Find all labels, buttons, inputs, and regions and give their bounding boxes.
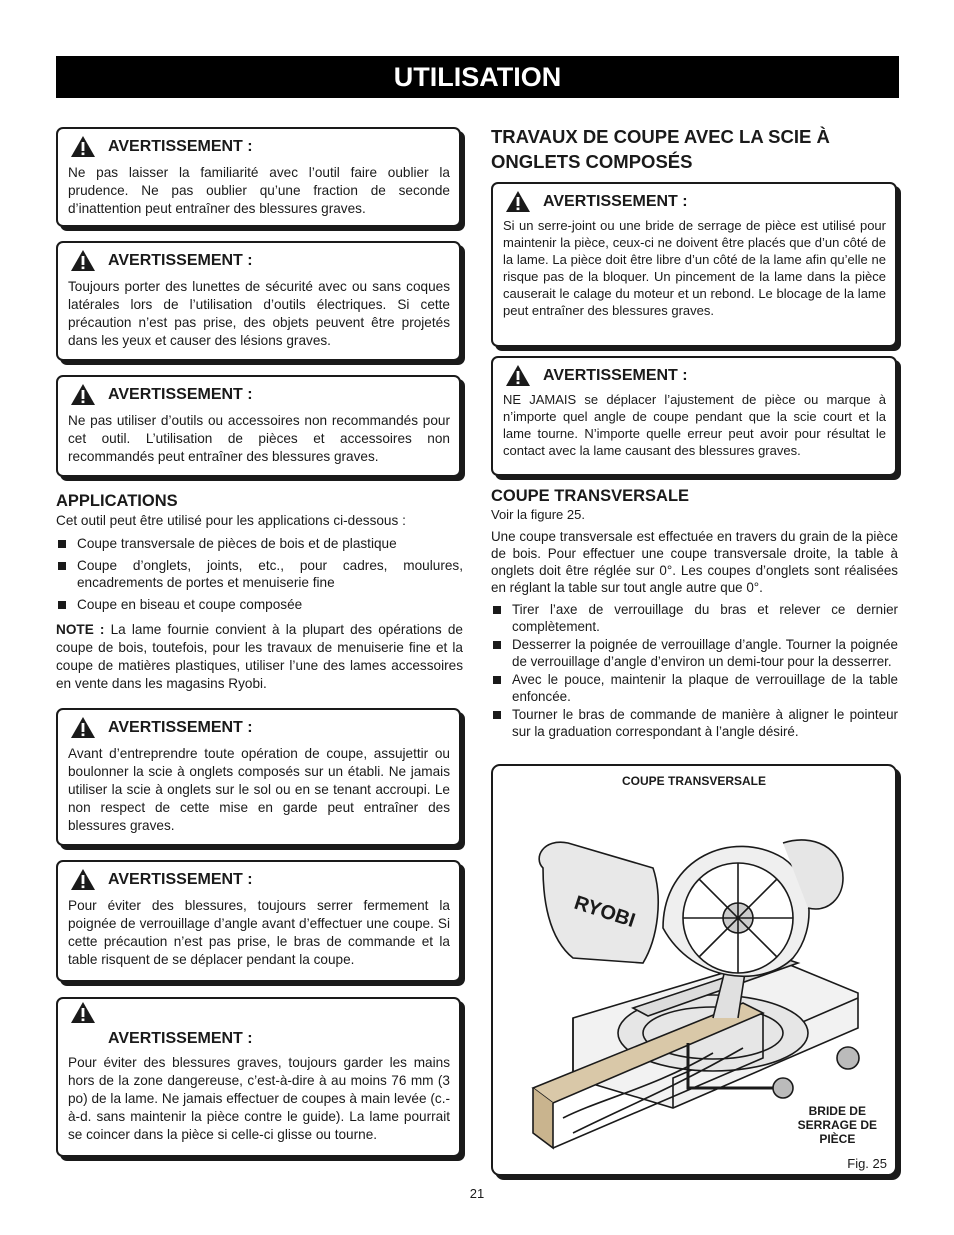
warning-text: Si un serre-joint ou une bride de serrage de pièce est utilisé pour maintenir la pièce, ceux-ci ne doivent être placés que d’un côté de la lame. La pièce doit être libre d’un côté de la lame afin qu’elle ne risque pas de la bloquer. Un pincement de la lame dans la pièce causerait le calage du moteur et un rebond. Le blocage de la lame peut entraîner des blessures graves. [503, 218, 886, 318]
brand-logo: RYOBI [571, 891, 638, 933]
crosscut-steps [491, 601, 898, 745]
warning-title: AVERTISSEMENT : [108, 1030, 253, 1047]
warning-text: Avant d’entreprendre toute opération de coupe, assujettir ou boulonner la scie à onglets composés sur un établi. Ne jamais utiliser la scie à onglets sur le sol ou en se tenant accroupi. Le non respect de cette mise en garde peut entraîner des blessures graves. [68, 746, 450, 833]
page-number: 21 [469, 1186, 485, 1201]
miter-saw-illustration [513, 788, 883, 1158]
warning-text: Ne pas utiliser d’outils ou accessoires non recommandés pour cet outil. L’utilisation de pièces et accessoires non recommandés peut entraîner des blessures graves. [68, 413, 450, 464]
warning-triangle-icon [70, 383, 96, 406]
note-text: La lame fournie convient à la plupart des opérations de coupe de bois, toutefois, pour les travaux de menuiserie fine et la coupe de matières plastiques, utiliser l’une des lames accessoires en vente dans les magasins Ryobi. [56, 622, 463, 691]
warning-triangle-icon [70, 716, 96, 739]
warning-box-hands [56, 997, 461, 1157]
warning-title: AVERTISSEMENT : [108, 137, 253, 155]
warning-title: AVERTISSEMENT : [108, 385, 253, 403]
figure-25-box [491, 764, 897, 1176]
warning-box-familiarity [56, 127, 461, 227]
applications-heading: APPLICATIONS [56, 492, 178, 510]
warning-text: Ne pas laisser la familiarité avec l’outil faire oublier la prudence. Ne pas oublier qu’une fraction de seconde d’inattention peut entraîner des blessures graves. [68, 165, 450, 216]
crosscut-heading: COUPE TRANSVERSALE [491, 487, 690, 505]
list-item: Coupe en biseau et coupe composée [56, 596, 463, 613]
warning-text: NE JAMAIS se déplacer l’ajustement de pièce ou marque à n’importe quel angle de coupe pendant que la scie court et la lame tourne. N’importe quelle erreur peut avoir pour résultat le contact avec la lame causant des blessures graves. [503, 392, 886, 458]
warning-triangle-icon [505, 190, 531, 213]
list-item: Tourner le bras de commande de manière à aligner le pointeur sur la graduation correspondant à l’angle désiré. [491, 706, 898, 740]
warning-text: Toujours porter des lunettes de sécurité avec ou sans coques latérales lors de l’utilisation d’outils électriques. Si cette précaution n’est pas prise, des objets peuvent être projetés dans les yeux et causer des lésions graves. [68, 279, 450, 348]
warning-title: AVERTISSEMENT : [108, 718, 253, 736]
list-item: Coupe d’onglets, joints, etc., pour cadres, moulures, encadrements de portes et menuiserie fine [56, 557, 463, 591]
warning-triangle-icon [70, 868, 96, 891]
warning-title: AVERTISSEMENT : [543, 366, 688, 384]
warning-title: AVERTISSEMENT : [108, 870, 253, 888]
warning-title: AVERTISSEMENT : [543, 192, 688, 210]
section-title: TRAVAUX DE COUPE AVEC LA SCIE À ONGLETS COMPOSÉS [491, 126, 830, 172]
warning-triangle-icon [70, 135, 96, 158]
list-item: Avec le pouce, maintenir la plaque de verrouillage de la table enfoncée. [491, 671, 898, 705]
note-label: NOTE : [56, 622, 105, 637]
figure-caption: Fig. 25 [847, 1156, 887, 1171]
warning-text: Pour éviter des blessures, toujours serrer fermement la poignée de verrouillage d’angle avant d’effectuer une coupe. Si cette précaution n’est pas prise, le bras de commande et la table risquent de se déplacer pendant la coupe. [68, 898, 450, 967]
warning-text: Pour éviter des blessures graves, toujours garder les mains hors de la zone dangereuse, c’est-à-dire à au moins 76 mm (3 po) de la lame. Ne jamais effectuer de coupes à main levée (c.-à-d. sans maintenir la pièce contre le guide). La lame pourrait se coincer dans la pièce si celle-ci glisse ou tourne. [68, 1055, 450, 1142]
warning-box-never-move [491, 356, 897, 476]
figure-title: COUPE TRANSVERSALE [621, 774, 767, 788]
see-figure-text: Voir la figure 25. [491, 507, 585, 522]
clamp-label: BRIDE DE SERRAGE DE PIÈCE [797, 1104, 877, 1146]
page-title-banner: UTILISATION [56, 56, 899, 98]
applications-note [56, 621, 463, 693]
warning-triangle-icon [505, 364, 531, 387]
warning-title: AVERTISSEMENT : [108, 251, 253, 269]
list-item: Tirer l’axe de verrouillage du bras et relever ce dernier complètement. [491, 601, 898, 635]
warning-triangle-icon [70, 1001, 96, 1024]
warning-box-lock-handle [56, 860, 461, 982]
crosscut-intro: Une coupe transversale est effectuée en travers du grain de la pièce de bois. Pour effectuer une coupe transversale droite, la table à onglets doit être réglée sur 0°. Les coupes d’onglets sont réalisées en réglant la table sur tout angle autre que 0°. [491, 529, 898, 595]
warning-box-clamp [491, 182, 897, 347]
warning-box-secure-saw [56, 708, 461, 846]
warning-triangle-icon [70, 249, 96, 272]
applications-intro: Cet outil peut être utilisé pour les applications ci-dessous : [56, 513, 406, 528]
list-item: Coupe transversale de pièces de bois et de plastique [56, 535, 463, 552]
warning-box-accessories [56, 375, 461, 477]
warning-box-safety-glasses [56, 241, 461, 361]
applications-list [56, 535, 463, 618]
list-item: Desserrer la poignée de verrouillage d’angle. Tourner la poignée de verrouillage d’angle d’environ un demi-tour pour la desserrer. [491, 636, 898, 670]
